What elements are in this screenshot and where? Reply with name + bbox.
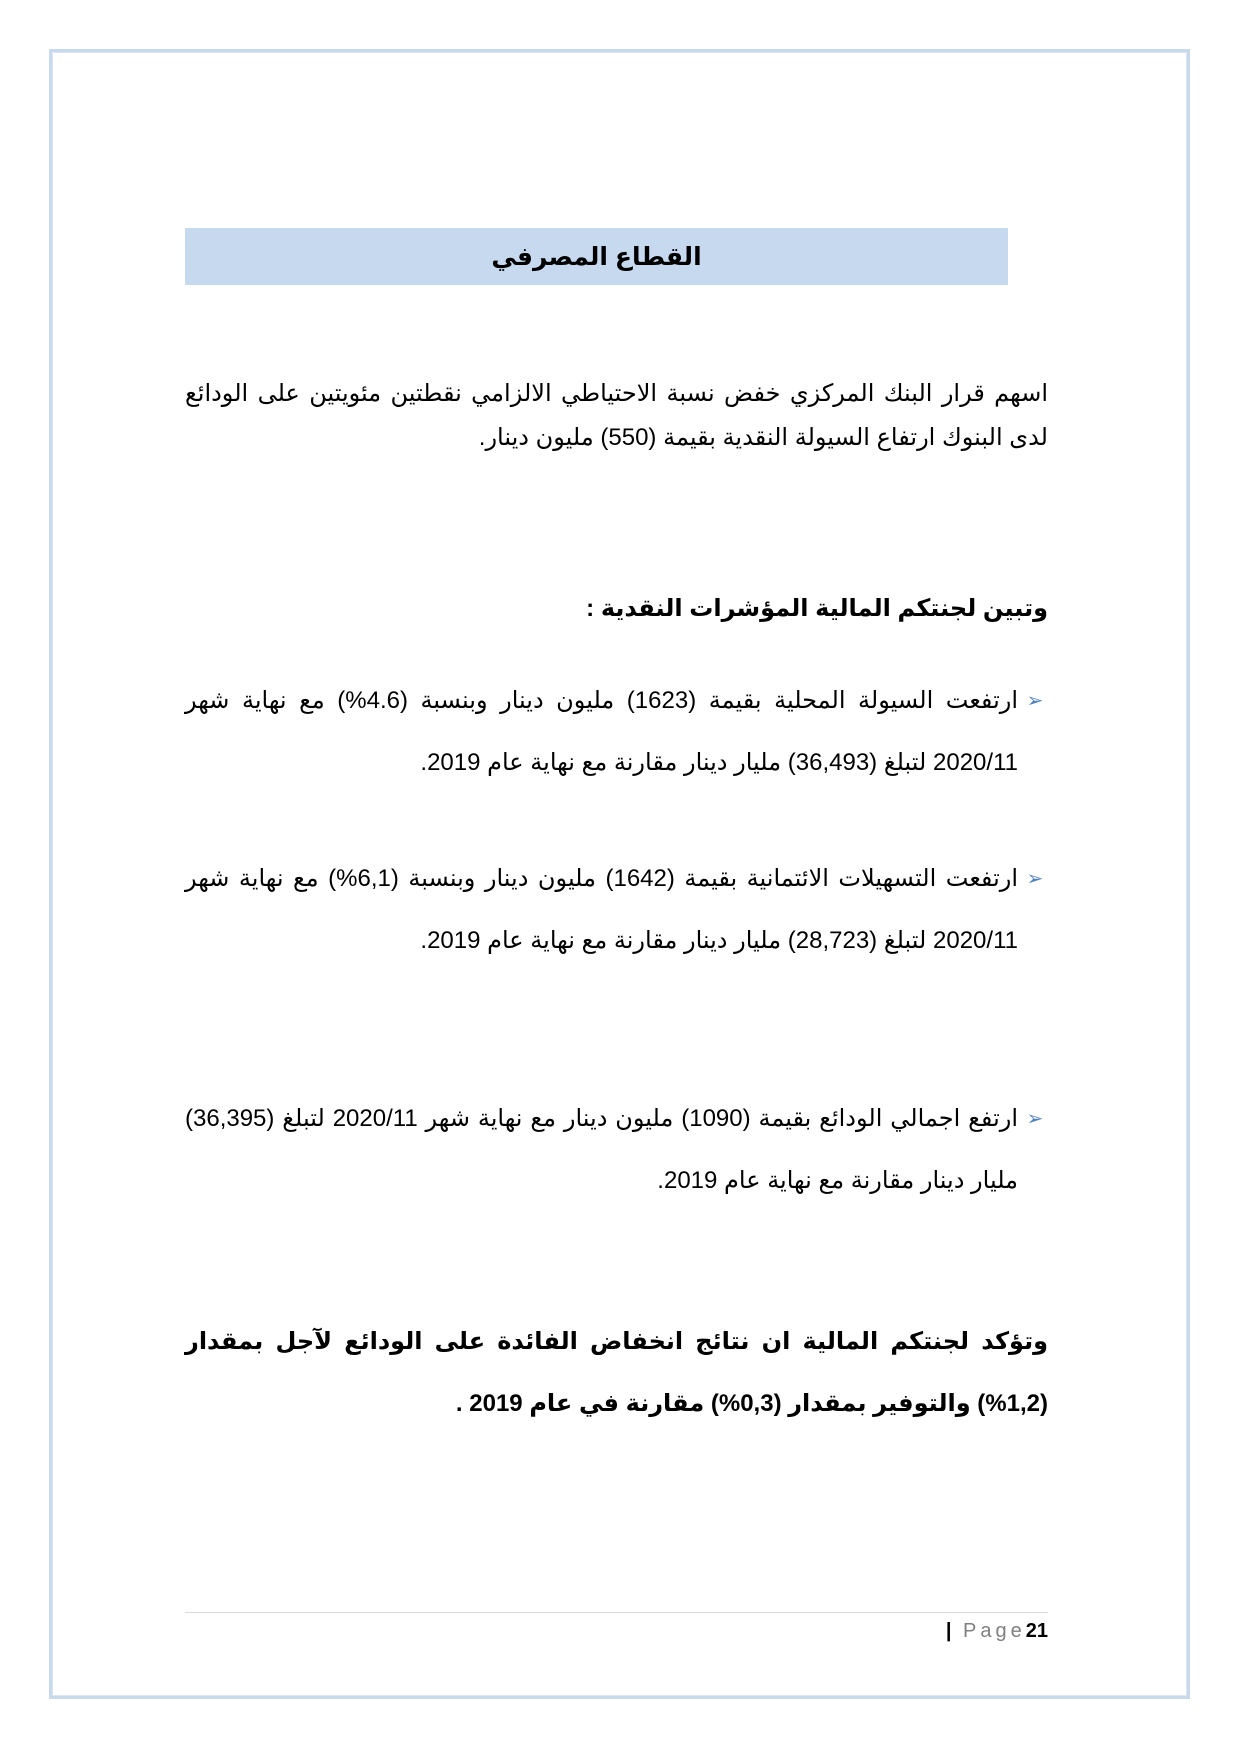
page-footer [880,1620,1048,1643]
footer-separator: | [945,1620,952,1642]
list-item [185,670,1048,794]
arrow-bullet-icon: ➢ [1026,1108,1044,1130]
section-title: القطاع المصرفي [491,242,702,271]
footer-divider [185,1612,1048,1613]
page-label: Page [963,1620,1026,1642]
section-title-bar [185,228,1008,285]
list-item [185,1088,1048,1212]
list-item [185,848,1048,972]
page-number: 21 [1025,1620,1048,1642]
list-item-text: ارتفعت التسهيلات الائتمانية بقيمة (1642) مليون دينار وبنسبة (6,1%) مع نهاية شهر 2020/11 لتبلغ (28,723) مليار دينار مقارنة مع نهاية عام 2019. [185,865,1019,954]
intro-paragraph: اسهم قرار البنك المركزي خفض نسبة الاحتياطي الالزامي نقطتين مئويتين على الودائع لدى البنوك ارتفاع السيولة النقدية بقيمة (550) مليون دينار. [185,380,1048,451]
indicators-heading: وتبين لجنتكم المالية المؤشرات النقدية : [586,595,1048,622]
conclusion-paragraph: وتؤكد لجنتكم المالية ان نتائج انخفاض الفائدة على الودائع لآجل بمقدار (1,2%) والتوفير بمقدار (0,3%) مقارنة في عام 2019 . [185,1328,1048,1417]
arrow-bullet-icon: ➢ [1026,690,1044,712]
list-item-text: ارتفع اجمالي الودائع بقيمة (1090) مليون دينار مع نهاية شهر 2020/11 لتبلغ (36,395) مليار دينار مقارنة مع نهاية عام 2019. [185,1105,1018,1194]
arrow-bullet-icon: ➢ [1026,868,1044,890]
list-item-text: ارتفعت السيولة المحلية بقيمة (1623) مليون دينار وبنسبة (4.6%) مع نهاية شهر 2020/11 لتبلغ (36,493) مليار دينار مقارنة مع نهاية عام 2019. [185,687,1019,776]
